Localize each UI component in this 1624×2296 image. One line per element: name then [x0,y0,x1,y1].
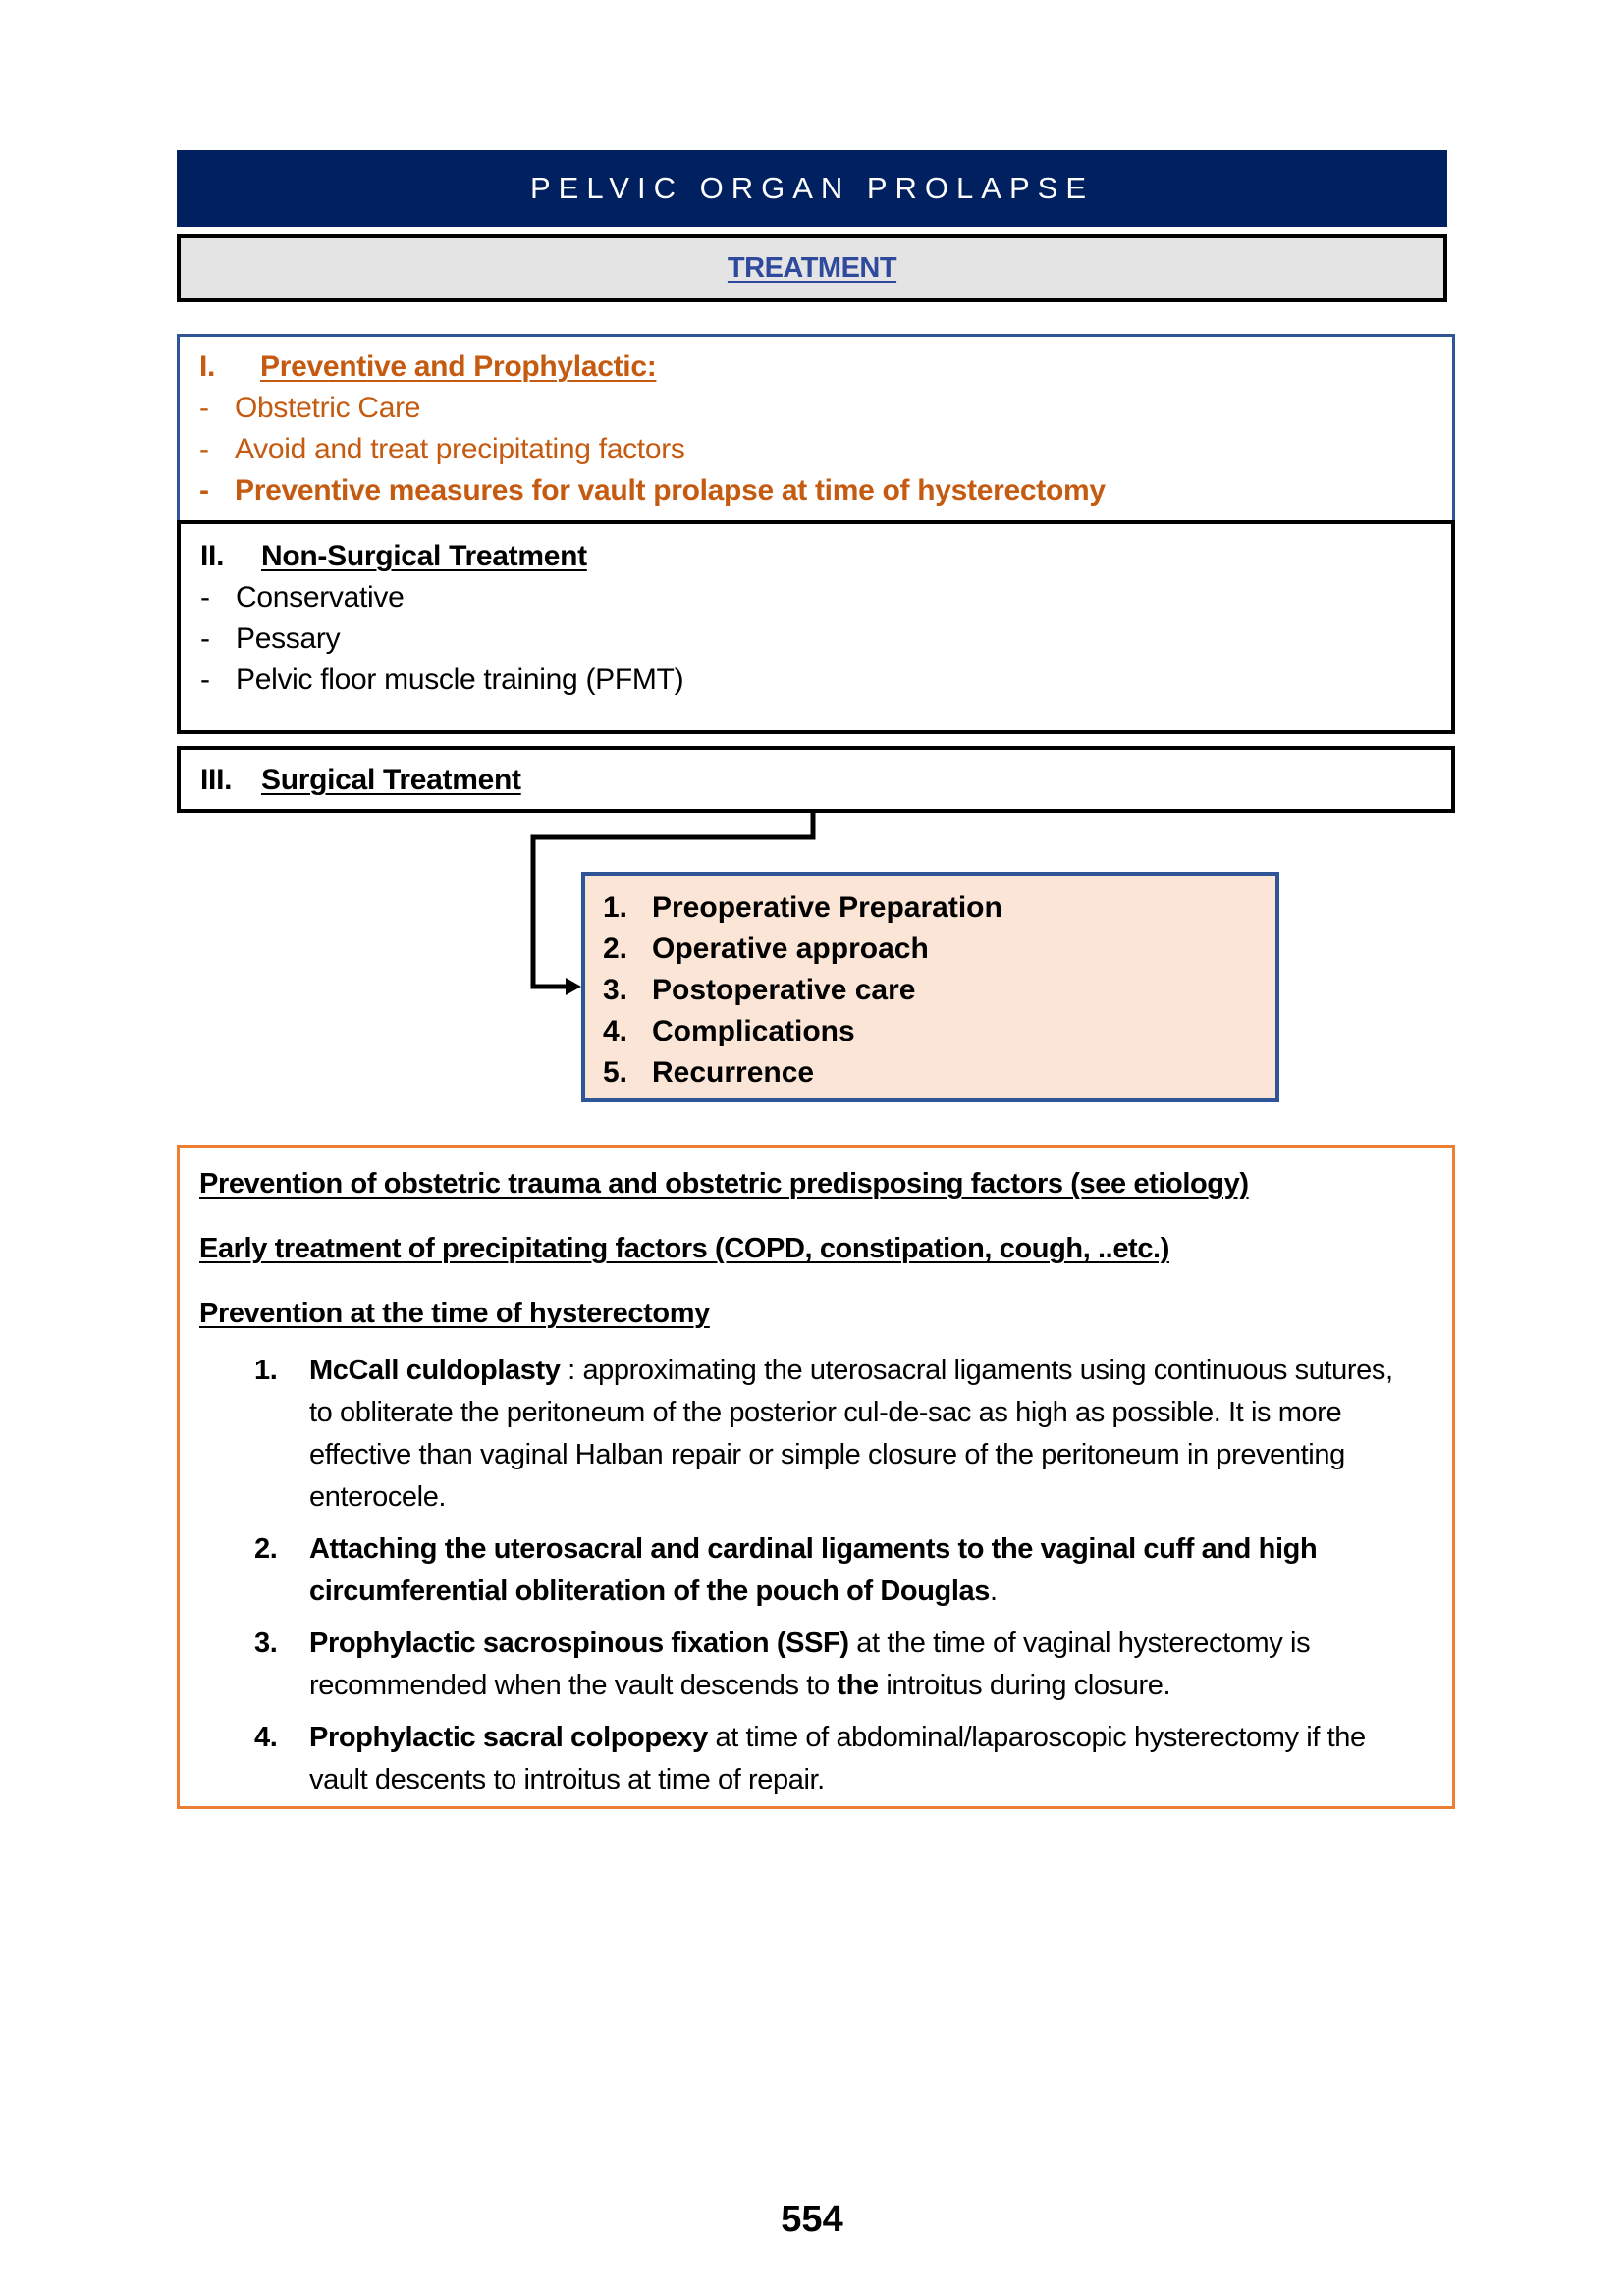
item-bold-word: the [837,1670,879,1701]
list-item [199,1717,1433,1801]
item-bold-term: Attaching the uterosacral and cardinal ligaments to the vaginal cuff and high circumferential obliteration of the pouch of Douglas [309,1533,1318,1607]
item-number: 3. [603,974,628,1006]
item-text [309,1350,1433,1519]
item-number: 4. [603,1015,628,1047]
prevention-heading: Early treatment of precipitating factors (COPD, constipation, cough, ..etc.) [199,1233,1169,1264]
item-number: 1. [254,1355,278,1386]
list-item [603,929,1275,970]
list-item [200,660,1451,701]
item-number: 3. [254,1628,278,1659]
preventive-heading: Preventive and Prophylactic: [260,350,657,383]
list-item-text: Preventive measures for vault prolapse at time of hysterectomy [235,474,1106,507]
page-title: PELVIC ORGAN PROLAPSE [530,171,1094,205]
non-surgical-section [177,520,1455,734]
item-text [309,1717,1433,1801]
bullet: - [200,622,210,655]
section-number: I. [199,350,216,383]
item-text: Operative approach [652,933,929,965]
list-item-text: Avoid and treat precipitating factors [235,433,685,465]
list-item [199,388,1452,429]
surgical-section [177,746,1455,813]
item-description: at time of abdominal/laparoscopic hysterectomy if the vault descents to introitus at time of repair. [309,1722,1366,1795]
non-surgical-heading: Non-Surgical Treatment [261,540,587,572]
list-item [199,1528,1433,1613]
list-item [603,970,1275,1011]
preventive-section [177,334,1455,524]
prevention-heading: Prevention of obstetric trauma and obstetric predisposing factors (see etiology) [199,1168,1249,1200]
list-item [199,1623,1433,1707]
list-item-text: Conservative [236,581,405,614]
item-text: Recurrence [652,1056,815,1089]
item-number: 2. [254,1533,278,1565]
bullet: - [200,664,210,696]
item-description: . [989,1575,998,1607]
list-item [200,577,1451,618]
section-title-bar [177,234,1447,302]
item-bold-term: Prophylactic sacrospinous fixation (SSF) [309,1628,849,1659]
section-number: III. [200,764,233,796]
list-item [199,1350,1433,1519]
item-text [309,1528,1433,1613]
page-title-bar [177,150,1447,227]
list-item [603,887,1275,929]
item-number: 5. [603,1056,628,1089]
item-description: : approximating the uterosacral ligaments using continuous sutures, to obliterate the peritoneum of the posterior cul-de-sac as high as possible. It is more effective than vaginal Halban repair or simple closure of the peritoneum in preventing enterocele. [309,1355,1393,1513]
item-text: Postoperative care [652,974,916,1006]
item-bold-term: Prophylactic sacral colpopexy [309,1722,708,1753]
item-description: at the time of vaginal hysterectomy is recommended when the vault descends to [309,1628,1311,1701]
item-text: Complications [652,1015,855,1047]
list-item-text: Pessary [236,622,341,655]
item-bold-term: McCall culdoplasty [309,1355,561,1386]
section-title: TREATMENT [727,251,897,284]
item-number: 4. [254,1722,278,1753]
page-number: 554 [781,2199,843,2240]
surgical-topics-box [581,872,1279,1102]
list-item [200,618,1451,660]
prevention-details-box [177,1145,1455,1809]
list-item-text: Pelvic floor muscle training (PFMT) [236,664,684,696]
bullet: - [199,433,209,465]
item-description-end: introitus during closure. [878,1670,1171,1701]
surgical-heading: Surgical Treatment [261,764,521,796]
section-number: II. [200,540,225,572]
bullet: - [200,581,210,614]
list-item [199,429,1452,470]
item-number: 2. [603,933,628,965]
prevention-heading: Prevention at the time of hysterectomy [199,1298,710,1329]
non-surgical-heading-row [200,536,1451,577]
list-item [603,1011,1275,1052]
list-item [199,470,1452,511]
item-text [309,1623,1433,1707]
item-text: Preoperative Preparation [652,891,1002,924]
item-number: 1. [603,891,628,924]
surgical-heading-row [200,760,1451,801]
hysterectomy-prevention-list [199,1350,1433,1801]
list-item [603,1052,1275,1094]
arrow-head-icon [566,978,581,995]
list-item-text: Obstetric Care [235,392,421,424]
bullet: - [199,474,209,507]
preventive-heading-row [199,347,1452,388]
bullet: - [199,392,209,424]
